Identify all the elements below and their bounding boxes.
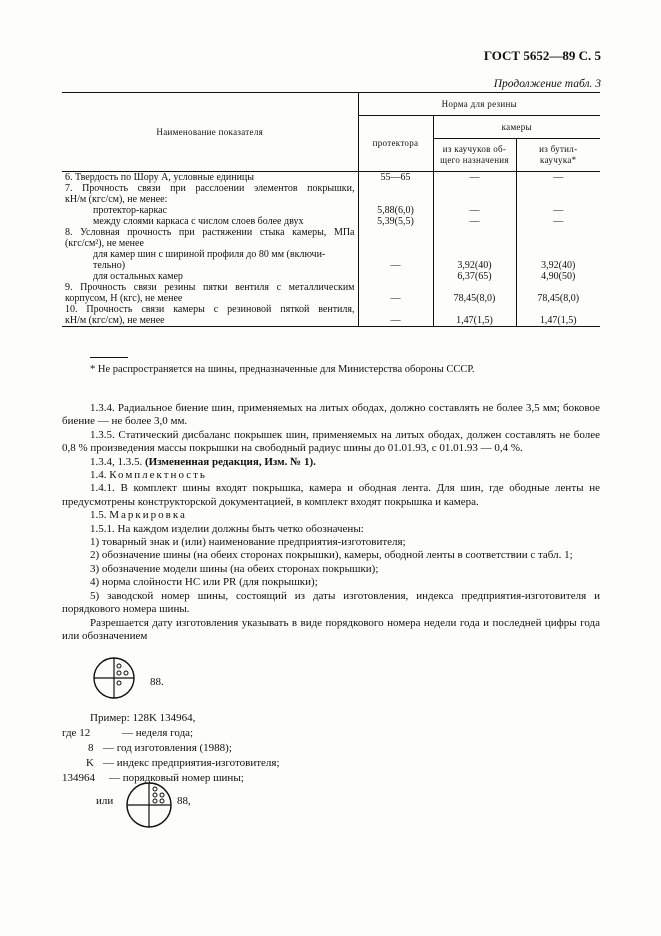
edit-note: 1.3.4, 1.3.5. (Измененная редакция, Изм. № 1). xyxy=(90,455,316,468)
row-value-cell xyxy=(516,183,600,205)
row-value xyxy=(437,227,513,238)
row-value-cell xyxy=(433,282,516,304)
example-title: Пример: 128K 134964, xyxy=(90,712,196,724)
para-1-4-1: 1.4.1. В комплект шины входят покрышка, камера и ободная лента. Для шин, где ободные ленты не предусмотрены конструкторской документацией, в комплект входят покрышка и камера. xyxy=(62,482,600,508)
col-norm-header: Норма для резины xyxy=(358,93,600,116)
table-row xyxy=(62,172,600,184)
row-value-cell xyxy=(358,216,433,227)
row-value-cell xyxy=(433,183,516,205)
row-name-line: протектор-каркас xyxy=(93,205,168,216)
row-value: 4,90(50) xyxy=(541,271,576,282)
row-value: 1,47(1,5) xyxy=(456,315,493,326)
table-row xyxy=(62,282,600,304)
col-cameras-header: камеры xyxy=(433,116,600,139)
row-name-line: кН/м (кгс/см), не менее: xyxy=(65,194,168,205)
row-value: — xyxy=(469,172,480,183)
row-value: 6,37(65) xyxy=(457,271,492,282)
row-name-cell xyxy=(62,271,358,282)
row-name-line: 8. Условная прочность при растяжении стыка камеры, МПа xyxy=(65,227,355,238)
row-value-cell xyxy=(358,249,433,271)
row-value xyxy=(437,183,513,194)
example-key-week: где 12 xyxy=(62,727,91,739)
row-value: — xyxy=(469,216,480,227)
or-text: или xyxy=(96,795,114,807)
row-value xyxy=(520,183,598,194)
row-value: 5,39(5,5) xyxy=(377,216,414,227)
row-value-cell xyxy=(516,249,600,271)
example-desc-year: — год изготовления (1988); xyxy=(103,742,232,754)
row-name-line: для камер шин с шириной профиля до 80 мм (включи- xyxy=(93,249,326,260)
row-name-cell xyxy=(62,172,358,184)
row-value-cell xyxy=(358,271,433,282)
row-name-cell xyxy=(62,183,358,205)
row-value-cell xyxy=(516,205,600,216)
example-key-index: K xyxy=(86,757,94,769)
col-name-header: Наименование показателя xyxy=(62,93,358,172)
row-value: 3,92(40) xyxy=(457,260,492,271)
row-value-cell xyxy=(433,271,516,282)
list-item-1: 1) товарный знак и (или) наименование предприятия-изготовителя; xyxy=(90,536,406,549)
row-value-cell xyxy=(433,304,516,327)
para-1-3-4: 1.3.4. Радиальное биение шин, применяемых на литых ободах, должно составлять не более 3,5 мм; боковое биение — не более 3,0 мм. xyxy=(62,402,600,428)
para-1-5-1: 1.5.1. На каждом изделии должны быть четко обозначены: xyxy=(90,522,364,535)
col-butyl-header: из бутил- каучука* xyxy=(516,139,600,172)
row-value: — xyxy=(553,205,564,216)
row-name-line: 9. Прочность связи резины пятки вентиля с металлическим xyxy=(65,282,355,293)
row-value-cell xyxy=(516,172,600,184)
col-protector-header: протектора xyxy=(358,116,433,172)
row-value: — xyxy=(553,172,564,183)
row-value-cell xyxy=(516,216,600,227)
row-name-line: (кгс/см²), не менее xyxy=(65,238,144,249)
row-value: 3,92(40) xyxy=(541,260,576,271)
row-value: — xyxy=(390,293,401,304)
row-value-cell xyxy=(433,172,516,184)
row-name-cell xyxy=(62,249,358,271)
row-value-cell xyxy=(433,216,516,227)
date-mark-symbol-alt-icon xyxy=(125,781,173,829)
body-text xyxy=(62,402,600,643)
para-date-allow: Разрешается дату изготовления указывать в виде порядкового номера недели года и последней цифры года или обозначением xyxy=(62,616,600,642)
row-value-cell xyxy=(358,282,433,304)
row-value-cell xyxy=(516,282,600,304)
footnote: * Не распространяется на шины, предназначенные для Министерства обороны СССР. xyxy=(90,364,475,375)
list-item-3: 3) обозначение модели шины (на обеих сторонах покрышки); xyxy=(90,562,379,575)
section-1-4-title: 1.4. Комплектность xyxy=(90,469,207,482)
row-value-cell xyxy=(516,227,600,249)
row-value-cell xyxy=(358,183,433,205)
row-name-line: кН/м (кгс/см), не менее xyxy=(65,315,165,326)
row-value xyxy=(520,227,598,238)
row-value: — xyxy=(553,216,564,227)
row-name-line: корпусом, Н (кгс), не менее xyxy=(65,293,183,304)
row-value-cell xyxy=(358,172,433,184)
row-name-cell xyxy=(62,227,358,249)
table-continuation: Продолжение табл. 3 xyxy=(493,78,601,90)
date-mark-year-1: 88. xyxy=(150,676,164,688)
date-mark-symbol-icon xyxy=(92,656,136,700)
table-row xyxy=(62,304,600,327)
table-row xyxy=(62,271,600,282)
example-desc-week: — неделя года; xyxy=(122,727,194,739)
list-item-5: 5) заводской номер шины, состоящий из даты изготовления, индекса предприятия-изготовителя и порядкового номера шины. xyxy=(62,589,600,616)
row-name-cell xyxy=(62,205,358,216)
row-value-cell xyxy=(358,227,433,249)
row-value: 5,88(6,0) xyxy=(377,205,414,216)
table-row xyxy=(62,249,600,271)
example-key-year: 8 xyxy=(88,742,94,754)
row-name-line: 10. Прочность связи камеры с резиновой пяткой вентиля, xyxy=(65,304,355,315)
example-key-number: 134964 xyxy=(62,772,95,784)
row-name-cell xyxy=(62,304,358,327)
row-name-line: для остальных камер xyxy=(93,271,183,282)
row-value-cell xyxy=(358,205,433,216)
row-value: — xyxy=(390,260,401,271)
row-value-cell xyxy=(516,271,600,282)
row-value: 1,47(1,5) xyxy=(539,315,577,326)
row-value-cell xyxy=(516,304,600,327)
section-1-5-title: 1.5. Маркировка xyxy=(90,509,187,522)
list-item-2: 2) обозначение шины (на обеих сторонах покрышки), камеры, ободной ленты в соответствии с табл. 1; xyxy=(90,549,573,562)
row-name-cell xyxy=(62,282,358,304)
row-name-line: 6. Твердость по Шору А, условные единицы xyxy=(65,172,254,183)
norm-table xyxy=(62,92,600,327)
para-1-3-5: 1.3.5. Статический дисбаланс покрышек шин, применяемых на литых ободах, должен составлять не более 0,8 % произведения массы покрышки на свободный радиус шины до 01.01.93, с 01.01.93 — 0,4 %. xyxy=(62,428,600,455)
table-row xyxy=(62,183,600,205)
example-desc-index: — индекс предприятия-изготовителя; xyxy=(103,757,280,769)
footnote-divider xyxy=(90,357,128,358)
list-item-4: 4) норма слойности НС или PR (для покрышки); xyxy=(90,576,318,589)
row-value-cell xyxy=(433,227,516,249)
row-value: 78,45(8,0) xyxy=(537,293,580,304)
row-value-cell xyxy=(358,304,433,327)
date-mark-year-2: 88, xyxy=(177,795,191,807)
row-name-line: тельно) xyxy=(93,260,126,271)
row-value-cell xyxy=(433,205,516,216)
row-value: 55—65 xyxy=(380,172,411,183)
table-body xyxy=(62,172,600,327)
row-value xyxy=(362,227,430,238)
row-name-line: между слоями каркаса с числом слоев более двух xyxy=(93,216,304,227)
row-value: 78,45(8,0) xyxy=(453,293,496,304)
example-desc-number: — порядковый номер шины; xyxy=(109,772,244,784)
table-row xyxy=(62,205,600,216)
table-row xyxy=(62,216,600,227)
row-name-cell xyxy=(62,216,358,227)
table-row xyxy=(62,227,600,249)
row-value: — xyxy=(469,205,480,216)
row-value: — xyxy=(390,315,401,326)
row-value xyxy=(362,183,430,194)
row-value-cell xyxy=(433,249,516,271)
row-name-line: 7. Прочность связи при расслоении элементов покрышки, xyxy=(65,183,355,194)
doc-header: ГОСТ 5652—89 С. 5 xyxy=(483,48,601,63)
col-general-header: из каучуков об- щего назначения xyxy=(433,139,516,172)
